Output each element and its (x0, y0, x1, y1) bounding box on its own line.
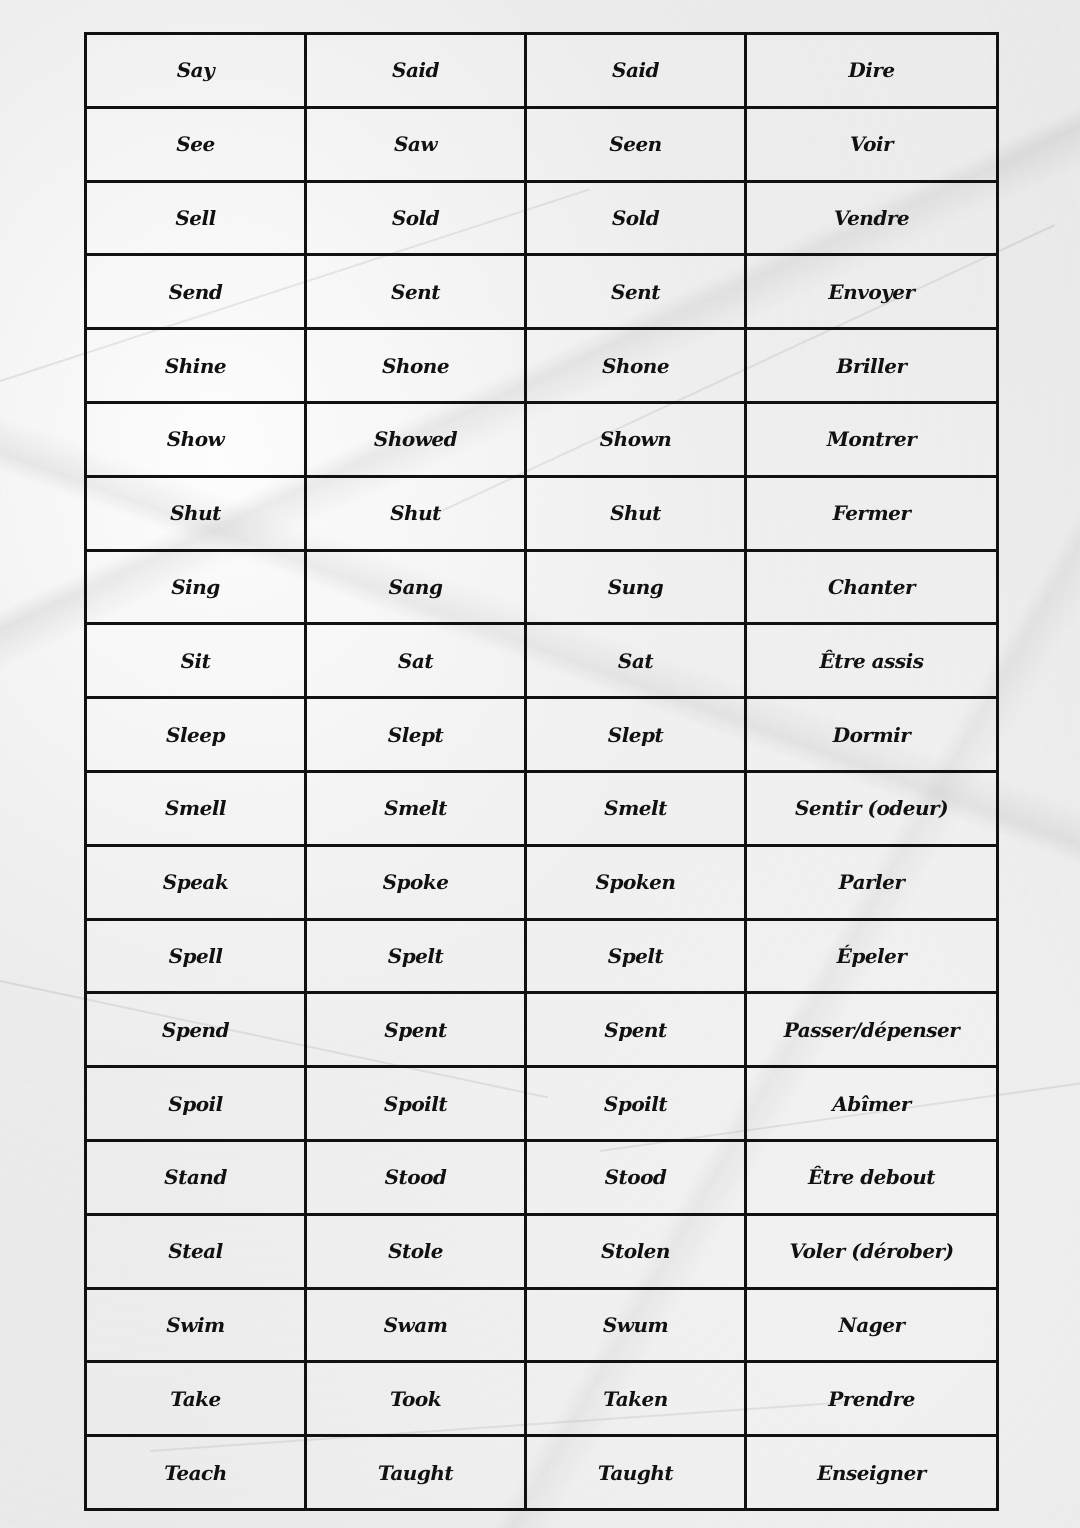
past-simple-cell: Said (306, 34, 526, 108)
table-row (86, 1214, 998, 1288)
past-participle-cell: Swum (526, 1288, 746, 1362)
past-simple-cell: Taught (306, 1436, 526, 1510)
past-participle-cell: Sold (526, 181, 746, 255)
base-form-cell: Spoil (86, 1067, 306, 1141)
french-translation-cell: Fermer (746, 476, 998, 550)
past-simple-cell: Spoke (306, 845, 526, 919)
base-form-cell: Shine (86, 329, 306, 403)
french-translation-cell: Voler (dérober) (746, 1214, 998, 1288)
past-participle-cell: Taught (526, 1436, 746, 1510)
table-row (86, 771, 998, 845)
past-simple-cell: Swam (306, 1288, 526, 1362)
french-translation-cell: Être debout (746, 1140, 998, 1214)
past-simple-cell: Sat (306, 624, 526, 698)
base-form-cell: Take (86, 1362, 306, 1436)
past-participle-cell: Spoken (526, 845, 746, 919)
base-form-cell: Spend (86, 993, 306, 1067)
french-translation-cell: Épeler (746, 919, 998, 993)
base-form-cell: Sleep (86, 698, 306, 772)
past-simple-cell: Saw (306, 107, 526, 181)
past-participle-cell: Shut (526, 476, 746, 550)
french-translation-cell: Montrer (746, 402, 998, 476)
french-translation-cell: Vendre (746, 181, 998, 255)
past-participle-cell: Spoilt (526, 1067, 746, 1141)
past-participle-cell: Slept (526, 698, 746, 772)
table-row (86, 255, 998, 329)
table-row (86, 624, 998, 698)
base-form-cell: Shut (86, 476, 306, 550)
table-row (86, 845, 998, 919)
base-form-cell: Stand (86, 1140, 306, 1214)
base-form-cell: Swim (86, 1288, 306, 1362)
past-participle-cell: Sat (526, 624, 746, 698)
past-participle-cell: Shown (526, 402, 746, 476)
french-translation-cell: Prendre (746, 1362, 998, 1436)
base-form-cell: Sit (86, 624, 306, 698)
table-row (86, 476, 998, 550)
past-participle-cell: Sung (526, 550, 746, 624)
table-row (86, 919, 998, 993)
base-form-cell: Sing (86, 550, 306, 624)
french-translation-cell: Briller (746, 329, 998, 403)
base-form-cell: Say (86, 34, 306, 108)
past-participle-cell: Spelt (526, 919, 746, 993)
table-row (86, 329, 998, 403)
irregular-verbs-table (84, 32, 999, 1511)
table-row (86, 107, 998, 181)
table-row (86, 34, 998, 108)
table-row (86, 698, 998, 772)
table-row (86, 993, 998, 1067)
past-simple-cell: Sent (306, 255, 526, 329)
base-form-cell: See (86, 107, 306, 181)
irregular-verbs-sheet (84, 32, 996, 1485)
past-participle-cell: Spent (526, 993, 746, 1067)
past-simple-cell: Spelt (306, 919, 526, 993)
table-row (86, 1362, 998, 1436)
french-translation-cell: Sentir (odeur) (746, 771, 998, 845)
french-translation-cell: Envoyer (746, 255, 998, 329)
french-translation-cell: Enseigner (746, 1436, 998, 1510)
past-simple-cell: Spent (306, 993, 526, 1067)
base-form-cell: Smell (86, 771, 306, 845)
french-translation-cell: Nager (746, 1288, 998, 1362)
base-form-cell: Show (86, 402, 306, 476)
past-simple-cell: Smelt (306, 771, 526, 845)
past-simple-cell: Stood (306, 1140, 526, 1214)
past-simple-cell: Took (306, 1362, 526, 1436)
past-simple-cell: Sang (306, 550, 526, 624)
past-simple-cell: Shut (306, 476, 526, 550)
past-participle-cell: Stolen (526, 1214, 746, 1288)
past-participle-cell: Stood (526, 1140, 746, 1214)
french-translation-cell: Dormir (746, 698, 998, 772)
table-row (86, 550, 998, 624)
base-form-cell: Sell (86, 181, 306, 255)
french-translation-cell: Chanter (746, 550, 998, 624)
table-row (86, 1288, 998, 1362)
past-simple-cell: Sold (306, 181, 526, 255)
french-translation-cell: Voir (746, 107, 998, 181)
table-row (86, 402, 998, 476)
table-row (86, 1067, 998, 1141)
past-participle-cell: Said (526, 34, 746, 108)
past-simple-cell: Spoilt (306, 1067, 526, 1141)
table-row (86, 181, 998, 255)
base-form-cell: Send (86, 255, 306, 329)
past-simple-cell: Stole (306, 1214, 526, 1288)
base-form-cell: Speak (86, 845, 306, 919)
past-participle-cell: Taken (526, 1362, 746, 1436)
table-row (86, 1140, 998, 1214)
past-participle-cell: Seen (526, 107, 746, 181)
table-row (86, 1436, 998, 1510)
past-participle-cell: Sent (526, 255, 746, 329)
past-simple-cell: Slept (306, 698, 526, 772)
french-translation-cell: Dire (746, 34, 998, 108)
base-form-cell: Steal (86, 1214, 306, 1288)
french-translation-cell: Passer/dépenser (746, 993, 998, 1067)
base-form-cell: Spell (86, 919, 306, 993)
past-participle-cell: Smelt (526, 771, 746, 845)
french-translation-cell: Parler (746, 845, 998, 919)
base-form-cell: Teach (86, 1436, 306, 1510)
french-translation-cell: Être assis (746, 624, 998, 698)
past-simple-cell: Shone (306, 329, 526, 403)
past-simple-cell: Showed (306, 402, 526, 476)
verb-table-body (86, 34, 998, 1510)
french-translation-cell: Abîmer (746, 1067, 998, 1141)
past-participle-cell: Shone (526, 329, 746, 403)
